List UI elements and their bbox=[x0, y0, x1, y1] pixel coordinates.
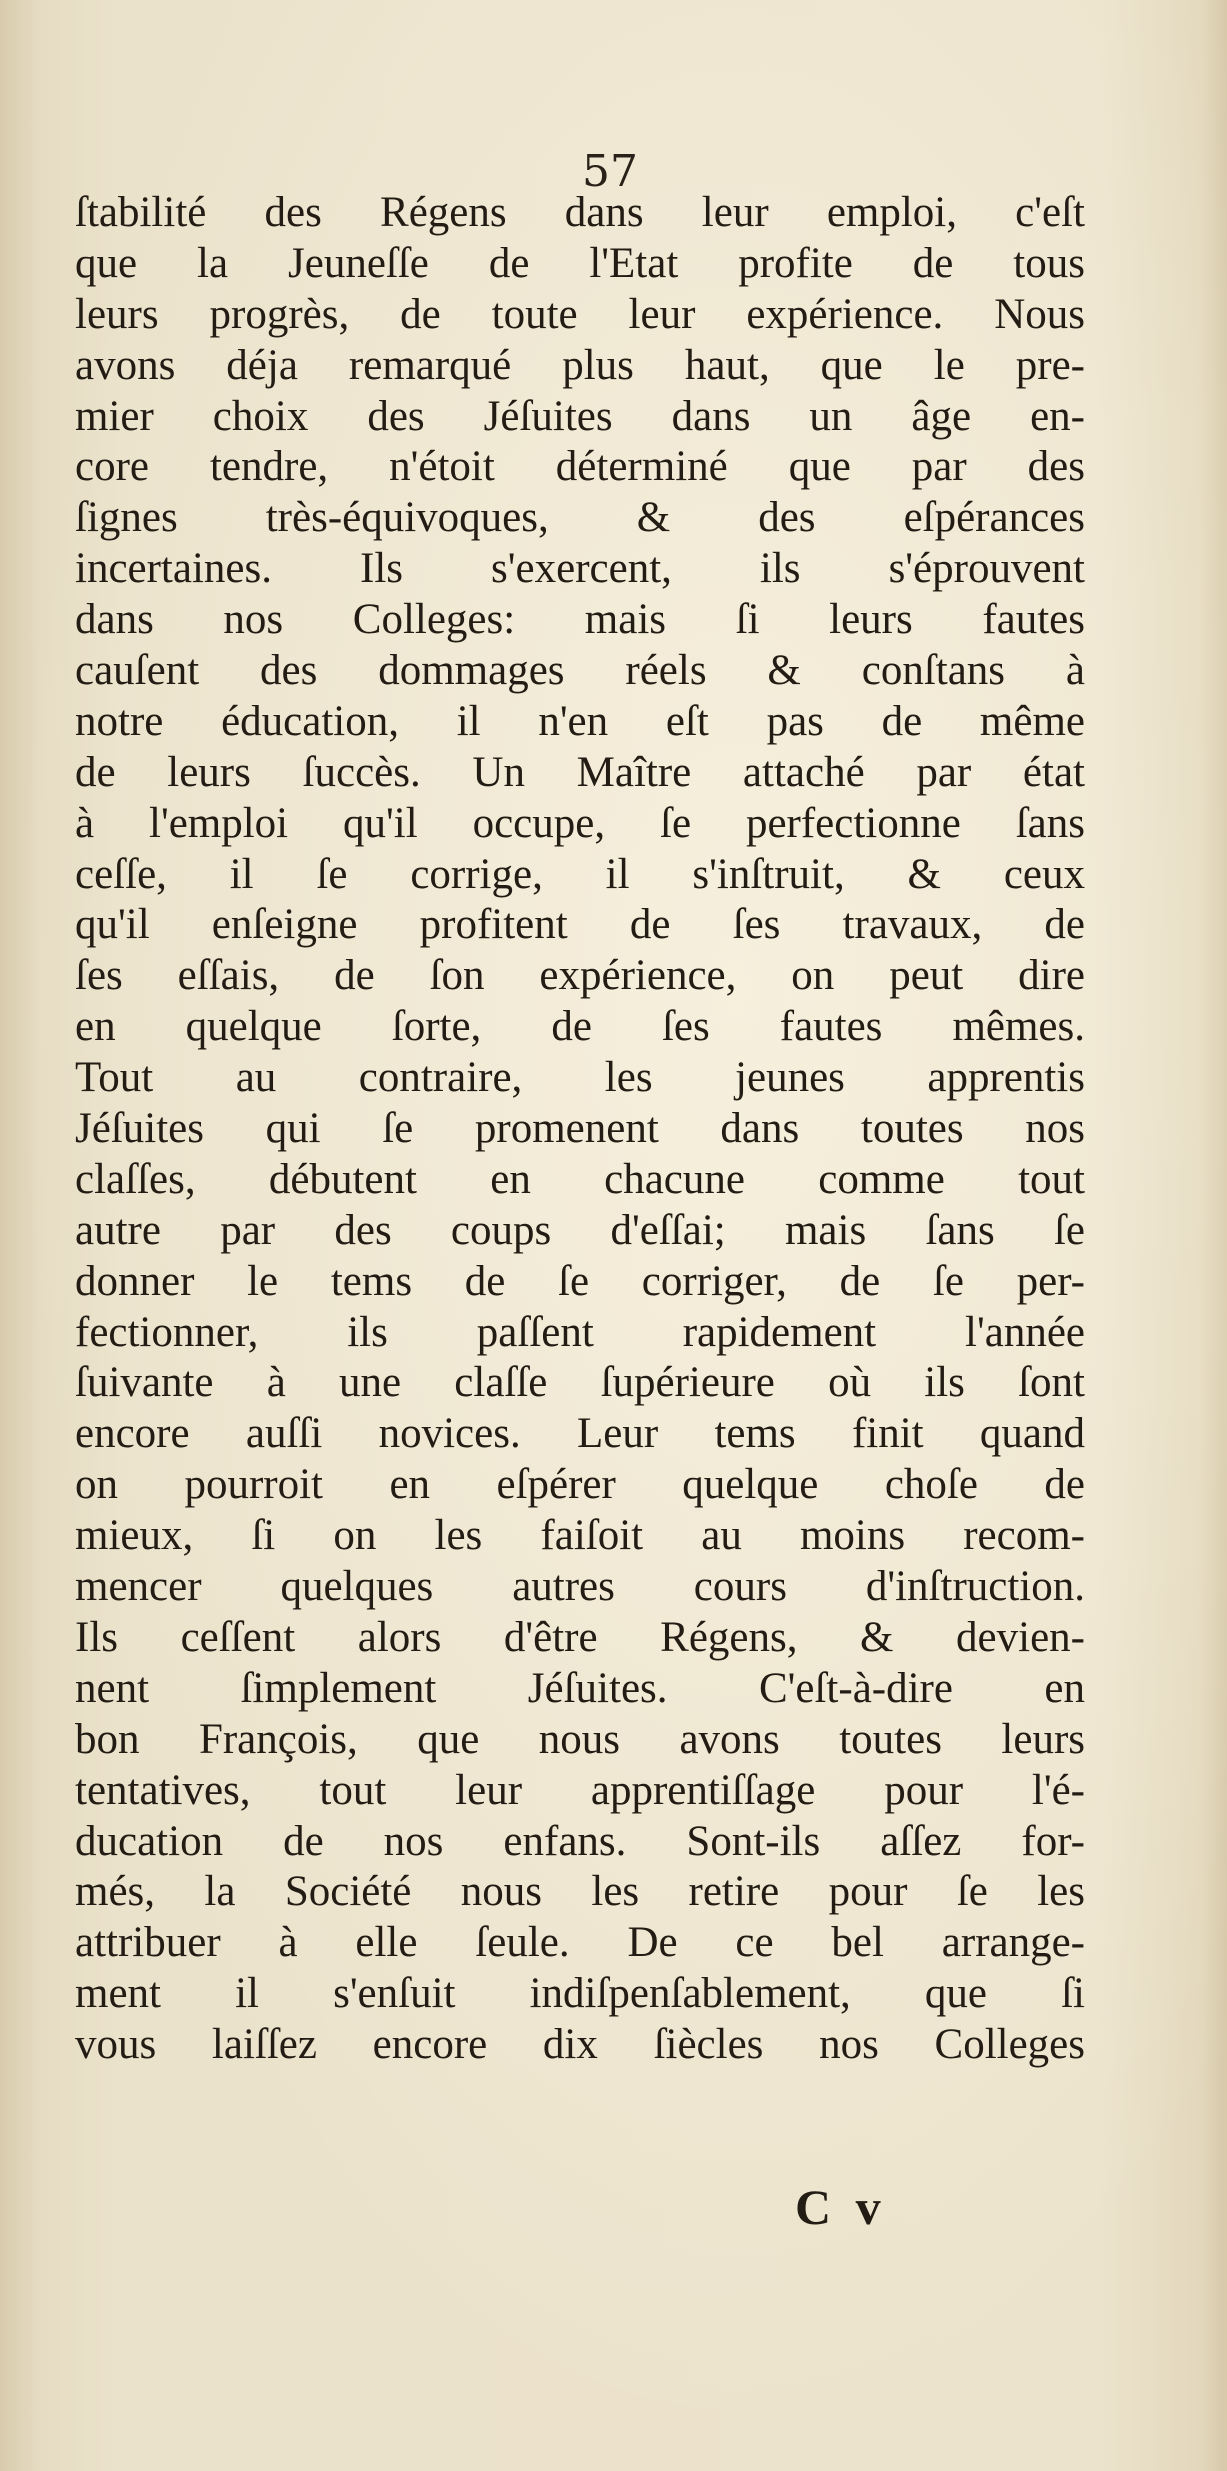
text-line: encore auſſi novices. Leur tems finit quand bbox=[75, 1410, 1085, 1458]
text-line: nent ſimplement Jéſuites. C'eſt-à-dire en bbox=[75, 1664, 1085, 1712]
text-line: Ils ceſſent alors d'être Régens, & devien- bbox=[75, 1613, 1085, 1661]
text-line: més, la Société nous les retire pour ſe les bbox=[75, 1868, 1085, 1916]
text-line: avons déja remarqué plus haut, que le pre- bbox=[75, 341, 1085, 389]
text-line: dans nos Colleges: mais ſi leurs fautes bbox=[75, 596, 1085, 644]
text-line: fectionner, ils paſſent rapidement l'année bbox=[75, 1308, 1085, 1356]
text-line: bon François, que nous avons toutes leurs bbox=[75, 1715, 1085, 1763]
body-text bbox=[75, 188, 1085, 2071]
text-line: de leurs ſuccès. Un Maître attaché par état bbox=[75, 748, 1085, 796]
text-line: mieux, ſi on les faiſoit au moins recom- bbox=[75, 1512, 1085, 1560]
text-line: mier choix des Jéſuites dans un âge en- bbox=[75, 392, 1085, 440]
text-line: vous laiſſez encore dix ſiècles nos Colleges bbox=[75, 2021, 1085, 2069]
text-line: tentatives, tout leur apprentiſſage pour l'é- bbox=[75, 1766, 1085, 1814]
signature-mark: C v bbox=[795, 2179, 887, 2235]
text-line: en quelque ſorte, de ſes fautes mêmes. bbox=[75, 1003, 1085, 1051]
text-line: Jéſuites qui ſe promenent dans toutes nos bbox=[75, 1105, 1085, 1153]
text-line: ſuivante à une claſſe ſupérieure où ils ſont bbox=[75, 1359, 1085, 1407]
text-line: autre par des coups d'eſſai; mais ſans ſe bbox=[75, 1206, 1085, 1254]
text-line: ment il s'enſuit indiſpenſablement, que ſi bbox=[75, 1970, 1085, 2018]
text-line: ducation de nos enfans. Sont-ils aſſez for- bbox=[75, 1817, 1085, 1865]
text-line: ſignes très-équivoques, & des eſpérances bbox=[75, 494, 1085, 542]
text-line: mencer quelques autres cours d'inſtruction. bbox=[75, 1563, 1085, 1611]
text-line: incertaines. Ils s'exercent, ils s'éprouvent bbox=[75, 545, 1085, 593]
text-line: leurs progrès, de toute leur expérience. Nous bbox=[75, 290, 1085, 338]
text-line: ceſſe, il ſe corrige, il s'inſtruit, & ceux bbox=[75, 850, 1085, 898]
text-line: notre éducation, il n'en eſt pas de même bbox=[75, 697, 1085, 745]
text-line: ſes eſſais, de ſon expérience, on peut dire bbox=[75, 952, 1085, 1000]
text-line: on pourroit en eſpérer quelque choſe de bbox=[75, 1461, 1085, 1509]
text-line: core tendre, n'étoit déterminé que par des bbox=[75, 443, 1085, 491]
text-line: ſtabilité des Régens dans leur emploi, c'eſt bbox=[75, 189, 1085, 236]
text-line: que la Jeuneſſe de l'Etat profite de tous bbox=[75, 239, 1085, 287]
text-line: attribuer à elle ſeule. De ce bel arrange- bbox=[75, 1919, 1085, 1967]
page-number: 57 bbox=[582, 146, 638, 197]
text-line: qu'il enſeigne profitent de ſes travaux, de bbox=[75, 901, 1085, 949]
text-line: à l'emploi qu'il occupe, ſe perfectionne ſans bbox=[75, 799, 1085, 847]
text-line: cauſent des dommages réels & conſtans à bbox=[75, 647, 1085, 695]
text-line: Tout au contraire, les jeunes apprentis bbox=[75, 1054, 1085, 1102]
text-line: claſſes, débutent en chacune comme tout bbox=[75, 1155, 1085, 1203]
text-line: donner le tems de ſe corriger, de ſe per- bbox=[75, 1257, 1085, 1305]
